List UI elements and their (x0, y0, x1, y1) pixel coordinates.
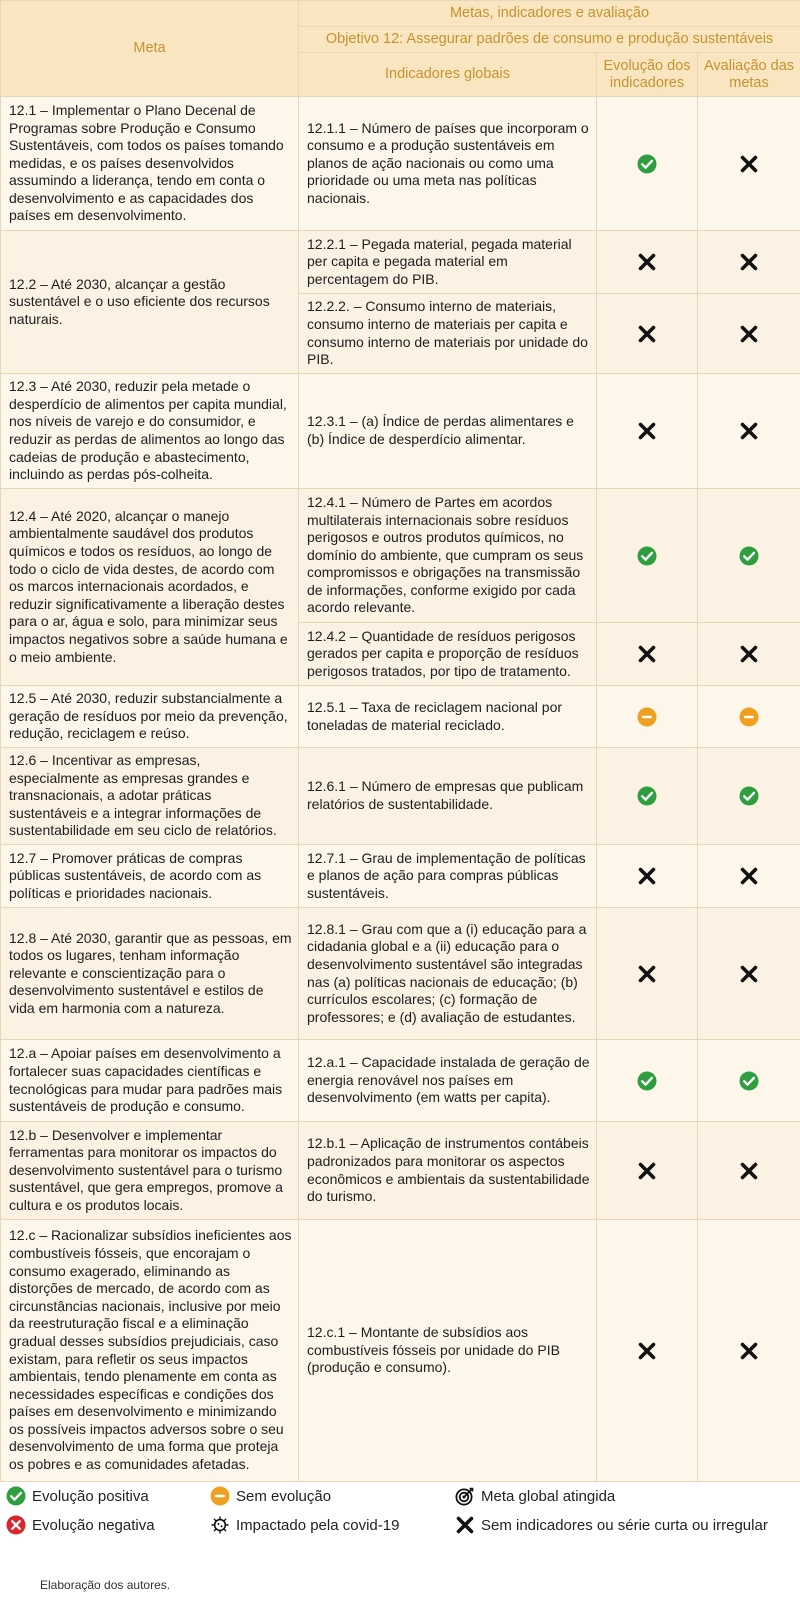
indicator-text: 12.4.1 – Número de Partes em acordos multilaterais internacionais sobre resíduos perigosos e outros produtos químicos, no domínio do ambiente, que cumpram os seus compromissos e obrigações na transmissão de informações, conforme exigido por cada acordo relevante. (299, 489, 597, 623)
indicator-text: 12.a.1 – Capacidade instalada de geração de energia renovável nos países em desenvolvimento (em watts per capita). (299, 1040, 597, 1122)
assessment-cell (698, 231, 800, 294)
no-indicator-cross-icon (637, 1341, 657, 1361)
meta-text: 12.a – Apoiar países em desenvolvimento a fortalecer suas capacidades científicas e tecnológicas para mudar para padrões mais sustentáveis de produção e consumo. (1, 1040, 299, 1122)
indicators-header: Indicadores globais (299, 53, 597, 97)
meta-header: Meta (1, 1, 299, 97)
table-row (1, 686, 800, 748)
legend-covid (210, 1515, 399, 1535)
meta-text: 12.6 – Incentivar as empresas, especialmente as empresas grandes e transnacionais, a adotar práticas sustentáveis e a integrar informações de sustentabilidade em seu ciclo de relatórios. (1, 748, 299, 845)
evolution-cell (597, 294, 698, 374)
assessment-cell (698, 748, 800, 845)
meta-text: 12.7 – Promover práticas de compras públicas sustentáveis, de acordo com as políticas e prioridades nacionais. (1, 845, 299, 908)
meta-text: 12.1 – Implementar o Plano Decenal de Programas sobre Produção e Consumo Sustentáveis, com todos os países tomando medidas, e os países desenvolvidos assumindo a liderança, tendo em conta o desenvolvimento e as capacidades dos países em desenvolvimento. (1, 97, 299, 231)
indicator-text: 12.5.1 – Taxa de reciclagem nacional por toneladas de material reciclado. (299, 686, 597, 748)
legend-covid-label: Impactado pela covid-19 (236, 1516, 400, 1534)
meta-text: 12.c – Racionalizar subsídios ineficientes aos combustíveis fósseis, que encorajam o consumo exagerado, eliminando as distorções de mercado, de acordo com as circunstâncias nacionais, inclusive por meio da reestruturação fiscal e a eliminação gradual desses subsídios prejudiciais, caso existam, para refletir os seus impactos ambientais, tendo plenamente em conta as necessidades específicas e condições dos países em desenvolvimento e minimizando os possíveis impactos adversos sobre o seu desenvolvimento de uma forma que proteja os pobres e as comunidades afetadas. (1, 1220, 299, 1482)
assessment-cell (698, 294, 800, 374)
indicator-text: 12.3.1 – (a) Índice de perdas alimentares e (b) Índice de desperdício alimentar. (299, 374, 597, 489)
table-row (1, 748, 800, 845)
no-indicator-cross-icon (739, 1161, 759, 1181)
assessment-cell (698, 1040, 800, 1122)
no-indicator-cross-icon (739, 866, 759, 886)
evolution-header: Evolução dos indicadores (597, 53, 698, 97)
no-evolution-icon (739, 707, 759, 727)
evolution-cell (597, 1122, 698, 1220)
table-row (1, 97, 800, 231)
legend-target (455, 1486, 615, 1506)
covid-impact-icon (210, 1515, 230, 1535)
legend-positive-label: Evolução positiva (32, 1487, 149, 1505)
no-indicator-cross-icon (637, 252, 657, 272)
evolution-cell (597, 489, 698, 623)
meta-text: 12.4 – Até 2020, alcançar o manejo ambientalmente saudável dos produtos químicos e todos os resíduos, ao longo de todo o ciclo de vida destes, de acordo com os marcos internacionais acordados, e reduzir significativamente a liberação destes para o ar, água e solo, para minimizar seus impactos negativos sobre a saúde humana e o meio ambiente. (1, 489, 299, 686)
evolution-cell (597, 845, 698, 908)
positive-evolution-icon (739, 1071, 759, 1091)
table-row (1, 1220, 800, 1482)
evolution-cell (597, 97, 698, 231)
evolution-cell (597, 686, 698, 748)
indicator-text: 12.2.1 – Pegada material, pegada material per capita e pegada material em percentagem do PIB. (299, 231, 597, 294)
no-indicator-cross-icon (637, 324, 657, 344)
meta-text: 12.8 – Até 2030, garantir que as pessoas, em todos os lugares, tenham informação relevante e conscientização para o desenvolvimento sustentável e estilos de vida em harmonia com a natureza. (1, 908, 299, 1040)
legend-negative-label: Evolução negativa (32, 1516, 155, 1534)
no-indicator-cross-icon (637, 644, 657, 664)
no-indicator-cross-icon (739, 644, 759, 664)
assessment-cell (698, 374, 800, 489)
indicator-text: 12.4.2 – Quantidade de resíduos perigosos gerados per capita e proporção de resíduos perigosos tratados, por tipo de tratamento. (299, 623, 597, 686)
positive-evolution-icon (637, 154, 657, 174)
positive-evolution-icon (637, 786, 657, 806)
positive-evolution-icon (637, 546, 657, 566)
legend-negative (6, 1515, 155, 1535)
legend-cross-label: Sem indicadores ou série curta ou irregular (481, 1516, 768, 1534)
no-indicator-cross-icon (739, 154, 759, 174)
evolution-cell (597, 1220, 698, 1482)
legend-none (210, 1486, 331, 1506)
legend (0, 1486, 800, 1556)
assessment-cell (698, 1122, 800, 1220)
table-row (1, 845, 800, 908)
positive-evolution-icon (739, 546, 759, 566)
assessment-cell (698, 623, 800, 686)
assessment-header: Avaliação das metas (698, 53, 800, 97)
target-achieved-icon (455, 1486, 475, 1506)
no-indicator-cross-icon (637, 866, 657, 886)
objective-header: Objetivo 12: Assegurar padrões de consumo e produção sustentáveis (299, 27, 800, 53)
assessment-cell (698, 908, 800, 1040)
meta-text: 12.5 – Até 2030, reduzir substancialmente a geração de resíduos por meio da prevenção, redução, reciclagem e reúso. (1, 686, 299, 748)
assessment-cell (698, 845, 800, 908)
no-indicator-cross-icon (739, 1341, 759, 1361)
evolution-cell (597, 623, 698, 686)
indicator-text: 12.b.1 – Aplicação de instrumentos contábeis padronizados para monitorar os aspectos econômicos e ambientais da sustentabilidade do turismo. (299, 1122, 597, 1220)
indicator-text: 12.1.1 – Número de países que incorporam o consumo e a produção sustentáveis em planos de ação nacionais ou como uma prioridade ou uma meta nas políticas nacionais. (299, 97, 597, 231)
legend-cross (455, 1515, 768, 1535)
no-indicator-cross-icon (739, 324, 759, 344)
table-row (1, 908, 800, 1040)
evolution-cell (597, 1040, 698, 1122)
indicator-text: 12.7.1 – Grau de implementação de políticas e planos de ação para compras públicas sustentáveis. (299, 845, 597, 908)
table-row (1, 489, 800, 623)
no-indicator-cross-icon (739, 421, 759, 441)
indicator-text: 12.6.1 – Número de empresas que publicam relatórios de sustentabilidade. (299, 748, 597, 845)
assessment-cell (698, 489, 800, 623)
legend-target-label: Meta global atingida (481, 1487, 616, 1505)
indicator-text: 12.2.2. – Consumo interno de materiais, consumo interno de materiais per capita e consumo interno de materiais por unidade do PIB. (299, 294, 597, 374)
legend-positive (6, 1486, 149, 1506)
positive-evolution-icon (6, 1486, 26, 1506)
evolution-cell (597, 908, 698, 1040)
positive-evolution-icon (739, 786, 759, 806)
no-indicator-cross-icon (739, 252, 759, 272)
no-indicator-cross-icon (637, 421, 657, 441)
no-indicator-cross-icon (637, 1161, 657, 1181)
evolution-cell (597, 748, 698, 845)
table-title: Metas, indicadores e avaliação (299, 1, 800, 27)
assessment-cell (698, 1220, 800, 1482)
positive-evolution-icon (637, 1071, 657, 1091)
no-indicator-cross-icon (637, 964, 657, 984)
assessment-cell (698, 97, 800, 231)
meta-text: 12.b – Desenvolver e implementar ferramentas para monitorar os impactos do desenvolvimento sustentável para o turismo sustentável, que gera empregos, promove a cultura e os produtos locais. (1, 1122, 299, 1220)
table-row (1, 1040, 800, 1122)
no-indicator-cross-icon (739, 964, 759, 984)
negative-evolution-icon (6, 1515, 26, 1535)
evolution-cell (597, 231, 698, 294)
table-row (1, 374, 800, 489)
meta-text: 12.2 – Até 2030, alcançar a gestão sustentável e o uso eficiente dos recursos naturais. (1, 231, 299, 374)
table-row (1, 231, 800, 294)
legend-none-label: Sem evolução (236, 1487, 332, 1505)
source-note: Elaboração dos autores. (40, 1578, 171, 1592)
assessment-cell (698, 686, 800, 748)
indicator-text: 12.c.1 – Montante de subsídios aos combustíveis fósseis por unidade do PIB (produção e consumo). (299, 1220, 597, 1482)
no-indicator-cross-icon (455, 1515, 475, 1535)
evolution-cell (597, 374, 698, 489)
table-row (1, 1122, 800, 1220)
no-evolution-icon (637, 707, 657, 727)
indicator-text: 12.8.1 – Grau com que a (i) educação para a cidadania global e a (ii) educação para o desenvolvimento sustentável são integradas nas (a) políticas nacionais de educação; (b) currículos escolares; (c) formação de professores; e (d) avaliação de estudantes. (299, 908, 597, 1040)
meta-text: 12.3 – Até 2030, reduzir pela metade o desperdício de alimentos per capita mundial, nos níveis de varejo e do consumidor, e reduzir as perdas de alimentos ao longo das cadeias de produção e abastecimento, incluindo as perdas pós-colheita. (1, 374, 299, 489)
no-evolution-icon (210, 1486, 230, 1506)
